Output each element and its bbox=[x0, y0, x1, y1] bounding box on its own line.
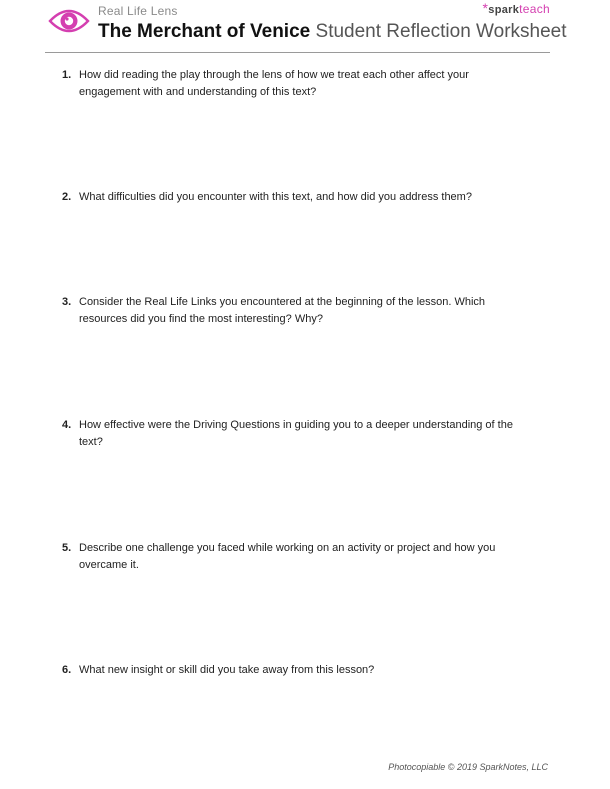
sparkteach-logo bbox=[483, 2, 550, 18]
title-play-name: The Merchant of Venice bbox=[98, 21, 311, 42]
worksheet-header bbox=[0, 0, 610, 60]
question-text: How effective were the Driving Questions in guiding you to a deeper understanding of the text? bbox=[79, 419, 513, 448]
series-label: Real Life Lens bbox=[98, 4, 178, 18]
question-number: 1. bbox=[62, 69, 72, 81]
eye-icon bbox=[48, 3, 90, 39]
question-text: How did reading the play through the lens of how we treat each other affect your engagement with and understanding of this text? bbox=[79, 69, 469, 98]
question-text: Consider the Real Life Links you encountered at the beginning of the lesson. Which resources did you find the most interesting? Why? bbox=[79, 296, 486, 325]
question-text: What new insight or skill did you take away from this lesson? bbox=[79, 664, 375, 676]
page-title bbox=[98, 20, 567, 44]
question-number: 3. bbox=[62, 296, 72, 308]
brand-teach: teach bbox=[519, 2, 550, 16]
question-number: 6. bbox=[62, 664, 72, 676]
question-item bbox=[62, 540, 532, 574]
question-number: 4. bbox=[62, 419, 72, 431]
question-item bbox=[62, 417, 532, 451]
question-number: 2. bbox=[62, 191, 72, 203]
question-item bbox=[62, 189, 532, 206]
question-text: Describe one challenge you faced while working on an activity or project and how you overcame it. bbox=[79, 542, 496, 571]
header-divider bbox=[45, 52, 550, 53]
title-worksheet-type: Student Reflection Worksheet bbox=[315, 21, 567, 42]
question-number: 5. bbox=[62, 542, 72, 554]
asterisk-icon: * bbox=[482, 0, 489, 16]
question-item bbox=[62, 294, 532, 328]
question-item bbox=[62, 67, 532, 101]
copyright-footer: Photocopiable © 2019 SparkNotes, LLC bbox=[388, 762, 548, 772]
question-text: What difficulties did you encounter with this text, and how did you address them? bbox=[79, 191, 472, 203]
question-item bbox=[62, 662, 532, 679]
brand-spark: spark bbox=[488, 4, 520, 16]
